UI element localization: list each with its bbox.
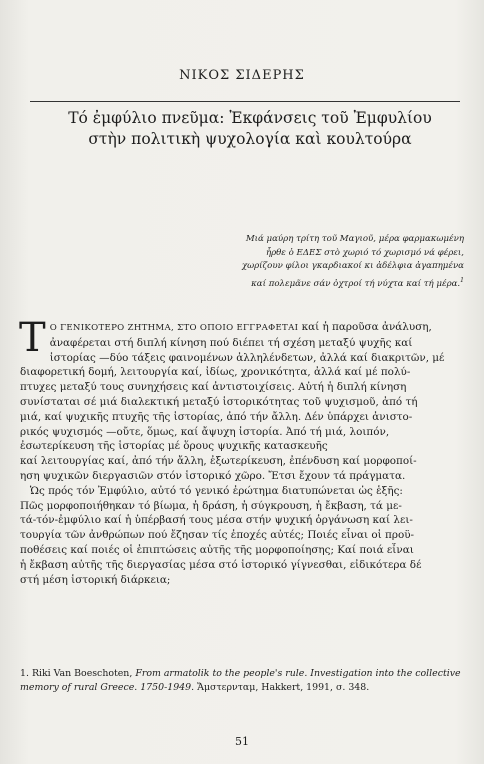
footnote [20,667,462,695]
footnote-marker: 1 [460,276,464,284]
epigraph-line: Μιά μαύρη τρίτη τοῦ Μαγιοῦ, μέρα φαρμακωμένη [245,234,464,244]
epigraph-line: ἦρθε ὁ ΕΔΕΣ στὸ χωριό τό χωρισμό νά φέρει, [265,247,464,258]
body-line: ποθέσεις καί ποιές οἱ ἐπιπτώσεις αὐτῆς τῆς μορφοποίησης; Καί ποιά εἶναι [20,543,414,556]
footnote-number: 1. [20,668,29,679]
header-rule [30,101,460,102]
footnote-title: From armatolik to the people's rule. Investigation into the collective memory of rural Greece. 1750-1949. [20,668,461,693]
body-line: ἡ ἔκβαση αὐτῆς τῆς διεργασίας μέσα στό ἱστορικό γίγνεσθαι, εἰδικότερα δέ [20,558,422,571]
body-text [19,315,462,587]
body-line-text: καί ἡ παροῦσα ἀνάλυση, [298,321,432,333]
body-line: τουργία τῶν ἀνθρώπων πού ἔζησαν τίς ἐποχές αὐτές; Ποιές εἶναι οἱ προϋ- [20,529,415,542]
body-line: μιά, καί ψυχικῆς πτυχῆς τῆς ἱστορίας, ἀπό τήν ἄλλη. Δέν ὑπάρχει ἀνιστο- [20,410,413,423]
drop-cap: Τ [19,315,46,361]
body-line: ρικός ψυχισμός —οὔτε, ὅμως, καί ἄψυχη ἱστορία. Ἀπό τή μιά, λοιπόν, [20,425,390,438]
epigraph-line: χωρίζουν φίλοι γκαρδιακοί κι ἀδέλφια ἀγαπημένα [241,261,464,272]
chapter-title [40,108,460,150]
footnote-publisher: Ἄμστερνταμ, Hakkert, 1991, σ. 348. [197,682,370,693]
chapter-title-line-2: στὴν πολιτικὴ ψυχολογία καὶ κουλτούρα [88,130,412,148]
epigraph-line-text: καί πολεμᾶνε σάν ὀχτροί τή νύχτα καί τή μέρα. [251,278,461,289]
chapter-title-line-1: Τό ἐμφύλιο πνεῦμα: Ἐκφάνσεις τοῦ Ἐμφυλίου [68,109,432,127]
body-line: Ὡς πρός τόν Ἐμφύλιο, αὐτό τό γενικό ἐρώτημα διατυπώνεται ὡς ἑξῆς: [20,484,403,497]
body-line: ἀναφέρεται στή διπλή κίνηση πού διέπει τή σχέση μεταξύ ψυχῆς καί [49,336,413,349]
body-line: διαφορετική δομή, λειτουργία καί, ἰδίως, χρονικότητα, ἀλλά καί μέ πολύ- [20,366,411,379]
body-line: πτυχες μεταξύ τους συνηχήσεις καί ἀντιστοιχίσεις. Αὐτή ἡ διπλή κίνηση [20,381,407,394]
epigraph [164,233,464,291]
body-line: ηση ψυχικῶν διεργασιῶν στόν ἱστορικό χῶρο. Ἔτσι ἔχουν τά πράγματα. [20,469,406,482]
body-line: συνίσταται σέ μιά διαλεκτική μεταξύ ἱστορικότητας τοῦ ψυχισμοῦ, ἀπό τή [20,395,418,408]
body-line: τά-τόν-ἐμφύλιο καί ἡ ὑπέρβασή τους μέσα στήν ψυχική ὀργάνωση καί λει- [20,514,413,527]
running-header-author: ΝΙΚΟΣ ΣΙΔΕΡΗΣ [179,68,305,83]
body-line [50,320,462,336]
lead-smallcaps: Ο ΓΕΝΙΚΟΤΕΡΟ ΖΗΤΗΜΑ, ΣΤΟ ΟΠΟΙΟ ΕΓΓΡΑΦΕΤΑΙ [49,323,299,333]
page-number: 51 [235,735,249,748]
body-line: καί λειτουργίας καί, ἀπό τήν ἄλλη, ἐξωτερίκευση, ἐπένδυση καί μορφοποί- [20,455,417,468]
body-line: Πῶς μορφοποιήθηκαν τό βίωμα, ἡ δράση, ἡ σύγκρουση, ἡ ἔκβαση, τά με- [20,499,402,512]
epigraph-line [164,274,464,291]
footnote-author: Riki Van Boeschoten, [31,668,133,679]
body-line: στή μέση ἱστορική διάρκεια; [20,573,171,586]
body-line: ἱστορίας —δύο τάξεις φαινομένων ἀλληλένδετων, ἀλλά καί διακριτῶν, μέ [49,351,445,364]
body-line: ἐσωτερίκευση τῆς ἱστορίας μέ ὅρους ψυχικῆς κατασκευῆς [20,440,328,453]
